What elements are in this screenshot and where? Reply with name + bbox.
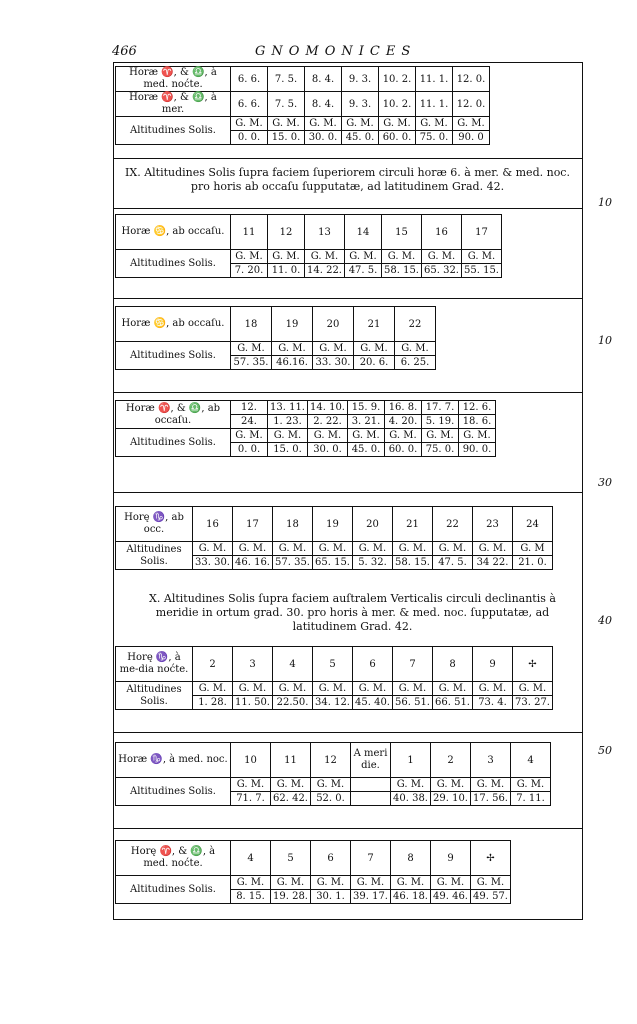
divider <box>113 828 583 829</box>
table-cell: 39. 17. <box>351 890 391 904</box>
hour-cell: 4 <box>511 743 551 778</box>
hour-cell: 15 <box>382 215 422 250</box>
table-cell: G. M. <box>311 778 351 792</box>
row-label: Horę ♑, ab occ. <box>116 507 193 542</box>
table-cell: G. M. <box>311 876 351 890</box>
table-row <box>116 250 502 264</box>
hour-cell: 18 <box>231 307 272 342</box>
margin-number: 40 <box>598 614 612 627</box>
hour-cell: 19 <box>272 307 313 342</box>
table-block-5 <box>115 646 553 710</box>
table-cell: G. M. <box>431 778 471 792</box>
table-cell: G. M. <box>272 342 313 356</box>
row-label: Horę ♈, & ♎, à med. noćte. <box>116 841 231 876</box>
row-label: Altitudines Solis. <box>116 542 193 570</box>
table-cell: 40. 38. <box>391 792 431 806</box>
table-cell: 33. 30. <box>193 556 233 570</box>
table-cell: 5. 32. <box>353 556 393 570</box>
row-label: Horæ ♈, & ♎, à mer. <box>116 92 231 117</box>
table-cell: 65. 15. <box>313 556 353 570</box>
hour-cell: 12 <box>268 215 305 250</box>
table-cell: 12. 0. <box>453 92 490 117</box>
table-row <box>116 507 553 542</box>
hour-cell: 12 <box>311 743 351 778</box>
table-cell: G. M. <box>345 250 382 264</box>
running-head: GNOMONICES <box>255 44 417 59</box>
table-cell: G. M. <box>385 429 422 443</box>
table-cell: G. M. <box>193 542 233 556</box>
table-cell: 30. 1. <box>311 890 351 904</box>
row-label: Altitudines Solis. <box>116 429 231 457</box>
divider <box>113 298 583 299</box>
hour-cell: 9 <box>473 647 513 682</box>
hour-cell: 7 <box>393 647 433 682</box>
table-cell: 62. 42. <box>271 792 311 806</box>
table-row <box>116 401 496 415</box>
hour-cell: 3. 21. <box>348 415 385 429</box>
table-row <box>116 876 511 890</box>
table-cell: 75. 0. <box>416 131 453 145</box>
table-cell: G. M. <box>313 682 353 696</box>
hour-cell: 15. 9. <box>348 401 385 415</box>
table-cell: 8. 4. <box>305 92 342 117</box>
table-cell: G. M. <box>231 778 271 792</box>
table-cell: 46. 16. <box>233 556 273 570</box>
table-cell: G. M. <box>308 429 348 443</box>
hour-cell: ✢ <box>513 647 553 682</box>
table-cell: G. M. <box>231 250 268 264</box>
table-cell: G. M. <box>511 778 551 792</box>
divider <box>113 392 583 393</box>
table-cell: 49. 46. <box>431 890 471 904</box>
hour-cell: 5. 19. <box>422 415 459 429</box>
table-cell: G. M. <box>342 117 379 131</box>
hour-cell: 3 <box>233 647 273 682</box>
table-cell: 7. 20. <box>231 264 268 278</box>
hour-cell: 4. 20. <box>385 415 422 429</box>
table-cell: 21. 0. <box>513 556 553 570</box>
hour-cell: 24 <box>513 507 553 542</box>
table-cell <box>351 792 391 806</box>
table-row <box>116 682 553 696</box>
table-cell: 20. 6. <box>354 356 395 370</box>
table-cell: G. M. <box>473 542 513 556</box>
table-cell: G. M. <box>391 778 431 792</box>
table-row <box>116 743 551 778</box>
hour-cell: 22 <box>395 307 436 342</box>
table-cell: 7. 5. <box>268 67 305 92</box>
divider <box>113 732 583 733</box>
hour-cell: 12. <box>231 401 268 415</box>
hour-cell: 6 <box>353 647 393 682</box>
table-cell: 30. 0. <box>305 131 342 145</box>
table-cell: G. M. <box>422 429 459 443</box>
row-label: Horæ ♈, & ♎, ab occaſu. <box>116 401 231 429</box>
hour-cell: A meri die. <box>351 743 391 778</box>
table-cell: 60. 0. <box>385 443 422 457</box>
divider <box>113 492 583 493</box>
table-cell: G. M. <box>231 342 272 356</box>
hour-cell: 16. 8. <box>385 401 422 415</box>
table-cell: G. M. <box>433 682 473 696</box>
table-cell: 45. 0. <box>348 443 385 457</box>
section-heading-ix: IX. Altitudines Solis ſupra faciem ſuperiorem circuli horæ 6. à mer. & med. noc. pro horis ab occaſu ſupputatæ, ad latitudinem Grad. 42. <box>125 166 570 193</box>
hour-cell: 17. 7. <box>422 401 459 415</box>
table-cell: 90. 0. <box>459 443 496 457</box>
table-cell: 0. 0. <box>231 443 268 457</box>
table-row <box>116 647 553 682</box>
table-block-6 <box>115 742 551 806</box>
table-block-4 <box>115 506 553 570</box>
table-cell: 55. 15. <box>462 264 502 278</box>
table-row <box>116 92 490 117</box>
table-cell: 11. 0. <box>268 264 305 278</box>
table-cell: 17. 56. <box>471 792 511 806</box>
table-block-3 <box>115 400 496 457</box>
row-label: Horæ ♈, & ♎, à med. noćte. <box>116 67 231 92</box>
table-cell: G. M. <box>233 682 273 696</box>
table-cell: G. M. <box>393 682 433 696</box>
table-cell: 6. 6. <box>231 92 268 117</box>
table-cell: 7. 11. <box>511 792 551 806</box>
table-cell: G. M. <box>351 876 391 890</box>
table-cell: 11. 50. <box>233 696 273 710</box>
table-cell: 0. 0. <box>231 131 268 145</box>
table-cell: G. M. <box>353 682 393 696</box>
table-cell: 58. 15. <box>382 264 422 278</box>
table-cell: G. M. <box>268 117 305 131</box>
table-cell: 90. 0 <box>453 131 490 145</box>
table-cell: 11. 1. <box>416 92 453 117</box>
table-cell: 6. 25. <box>395 356 436 370</box>
table-cell: 10. 2. <box>379 67 416 92</box>
hour-cell: 19 <box>313 507 353 542</box>
table-cell: G. M. <box>471 876 511 890</box>
table-cell: G. M. <box>305 250 345 264</box>
hour-cell: 16 <box>193 507 233 542</box>
table-block-1 <box>115 214 502 278</box>
table-cell: G. M. <box>354 342 395 356</box>
table-row <box>116 117 490 131</box>
hour-cell: 22 <box>433 507 473 542</box>
table-cell: 46. 18. <box>391 890 431 904</box>
row-label: Horæ ♋, ab occaſu. <box>116 215 231 250</box>
table-row <box>116 429 496 443</box>
hour-cell: 8 <box>433 647 473 682</box>
table-cell: G. M. <box>348 429 385 443</box>
table-cell: 7. 5. <box>268 92 305 117</box>
hour-cell: 20 <box>313 307 354 342</box>
hour-cell: 8 <box>391 841 431 876</box>
table-cell: G. M. <box>268 429 308 443</box>
hour-cell: 1. 23. <box>268 415 308 429</box>
hour-cell: 14. 10. <box>308 401 348 415</box>
table-cell: 34 22. <box>473 556 513 570</box>
table-cell: G. M. <box>393 542 433 556</box>
table-cell: 57. 35. <box>273 556 313 570</box>
table-cell: G. M. <box>513 682 553 696</box>
table-cell: 45. 40. <box>353 696 393 710</box>
table-cell: G. M. <box>353 542 393 556</box>
hour-cell: 23 <box>473 507 513 542</box>
table-cell: 9. 3. <box>342 92 379 117</box>
hour-cell: 18 <box>273 507 313 542</box>
table-cell: G. M. <box>453 117 490 131</box>
divider <box>113 208 583 209</box>
table-block-0 <box>115 66 490 145</box>
page-number: 466 <box>112 44 137 59</box>
row-label: Horæ ♑, à med. noc. <box>116 743 231 778</box>
table-cell: G. M. <box>416 117 453 131</box>
table-cell: G. M. <box>273 542 313 556</box>
table-cell: G. M. <box>313 542 353 556</box>
row-label: Altitudines Solis. <box>116 250 231 278</box>
table-cell: G. M. <box>305 117 342 131</box>
hour-cell: 18. 6. <box>459 415 496 429</box>
table-row <box>116 342 436 356</box>
table-cell: 65. 32. <box>422 264 462 278</box>
table-cell: G. M <box>513 542 553 556</box>
table-cell: G. M. <box>473 682 513 696</box>
table-cell: 12. 0. <box>453 67 490 92</box>
table-cell: 45. 0. <box>342 131 379 145</box>
table-cell: 6. 6. <box>231 67 268 92</box>
table-cell: 57. 35. <box>231 356 272 370</box>
hour-cell: 17 <box>462 215 502 250</box>
hour-cell: 11 <box>271 743 311 778</box>
table-cell: G. M. <box>462 250 502 264</box>
row-label: Horę ♑, à me-dia noćte. <box>116 647 193 682</box>
table-cell: G. M. <box>379 117 416 131</box>
table-cell: G. M. <box>231 117 268 131</box>
table-row <box>116 215 502 250</box>
hour-cell: 4 <box>273 647 313 682</box>
hour-cell: ✢ <box>471 841 511 876</box>
section-heading-x: X. Altitudines Solis ſupra faciem auſtralem Verticalis circuli declinantis à meridie in ortum grad. 30. pro horis à mer. & med. noc. ſupputatæ, ad latitudinem Grad. 42. <box>149 592 556 633</box>
row-label: Altitudines Solis. <box>116 876 231 904</box>
table-cell: G. M. <box>193 682 233 696</box>
table-cell: 14. 22. <box>305 264 345 278</box>
row-label: Horæ ♋, ab occaſu. <box>116 307 231 342</box>
table-row <box>116 542 553 556</box>
table-cell: G. M. <box>271 778 311 792</box>
margin-number: 10 <box>598 196 612 209</box>
table-cell: 8. 15. <box>231 890 271 904</box>
table-cell: G. M. <box>471 778 511 792</box>
table-cell: 19. 28. <box>271 890 311 904</box>
table-cell: 73. 4. <box>473 696 513 710</box>
table-cell: G. M. <box>313 342 354 356</box>
row-label: Altitudines Solis. <box>116 117 231 145</box>
table-cell: 60. 0. <box>379 131 416 145</box>
hour-cell: 12. 6. <box>459 401 496 415</box>
margin-number: 30 <box>598 476 612 489</box>
hour-cell: 4 <box>231 841 271 876</box>
table-cell: G. M. <box>231 876 271 890</box>
table-cell: 52. 0. <box>311 792 351 806</box>
table-block-7 <box>115 840 511 904</box>
table-cell: G. M. <box>382 250 422 264</box>
table-cell: 33. 30. <box>313 356 354 370</box>
hour-cell: 10 <box>231 743 271 778</box>
row-label: Altitudines Solis. <box>116 342 231 370</box>
table-cell: G. M. <box>395 342 436 356</box>
margin-number: 50 <box>598 744 612 757</box>
table-cell: 30. 0. <box>308 443 348 457</box>
table-cell: 15. 0. <box>268 131 305 145</box>
hour-cell: 24. <box>231 415 268 429</box>
table-cell: 11. 1. <box>416 67 453 92</box>
hour-cell: 2. 22. <box>308 415 348 429</box>
table-cell: G. M. <box>431 876 471 890</box>
table-block-2 <box>115 306 436 370</box>
table-cell: G. M. <box>271 876 311 890</box>
row-label: Altitudines Solis. <box>116 778 231 806</box>
table-cell: G. M. <box>233 542 273 556</box>
table-cell <box>351 778 391 792</box>
table-cell: 73. 27. <box>513 696 553 710</box>
table-row <box>116 841 511 876</box>
table-cell: 8. 4. <box>305 67 342 92</box>
hour-cell: 21 <box>393 507 433 542</box>
hour-cell: 1 <box>391 743 431 778</box>
table-cell: 47. 5. <box>345 264 382 278</box>
table-cell: G. M. <box>268 250 305 264</box>
hour-cell: 5 <box>313 647 353 682</box>
hour-cell: 21 <box>354 307 395 342</box>
row-label: Altitudines Solis. <box>116 682 193 710</box>
hour-cell: 5 <box>271 841 311 876</box>
table-cell: G. M. <box>422 250 462 264</box>
table-cell: G. M. <box>459 429 496 443</box>
hour-cell: 14 <box>345 215 382 250</box>
table-cell: G. M. <box>391 876 431 890</box>
table-cell: 29. 10. <box>431 792 471 806</box>
table-cell: G. M. <box>273 682 313 696</box>
table-cell: 56. 51. <box>393 696 433 710</box>
table-row <box>116 778 551 792</box>
table-cell: 47. 5. <box>433 556 473 570</box>
table-cell: 22.50. <box>273 696 313 710</box>
hour-cell: 16 <box>422 215 462 250</box>
table-cell: 46.16. <box>272 356 313 370</box>
hour-cell: 2 <box>193 647 233 682</box>
hour-cell: 13 <box>305 215 345 250</box>
table-cell: 10. 2. <box>379 92 416 117</box>
table-cell: 71. 7. <box>231 792 271 806</box>
table-cell: 34. 12. <box>313 696 353 710</box>
table-cell: 49. 57. <box>471 890 511 904</box>
table-cell: 1. 28. <box>193 696 233 710</box>
hour-cell: 11 <box>231 215 268 250</box>
hour-cell: 2 <box>431 743 471 778</box>
hour-cell: 7 <box>351 841 391 876</box>
hour-cell: 20 <box>353 507 393 542</box>
margin-number: 10 <box>598 334 612 347</box>
table-cell: 9. 3. <box>342 67 379 92</box>
table-cell: 75. 0. <box>422 443 459 457</box>
table-cell: 58. 15. <box>393 556 433 570</box>
hour-cell: 13. 11. <box>268 401 308 415</box>
hour-cell: 17 <box>233 507 273 542</box>
table-cell: G. M. <box>231 429 268 443</box>
hour-cell: 3 <box>471 743 511 778</box>
table-cell: G. M. <box>433 542 473 556</box>
table-row <box>116 67 490 92</box>
table-cell: 15. 0. <box>268 443 308 457</box>
table-cell: 66. 51. <box>433 696 473 710</box>
table-row <box>116 307 436 342</box>
divider <box>113 158 583 159</box>
hour-cell: 6 <box>311 841 351 876</box>
hour-cell: 9 <box>431 841 471 876</box>
